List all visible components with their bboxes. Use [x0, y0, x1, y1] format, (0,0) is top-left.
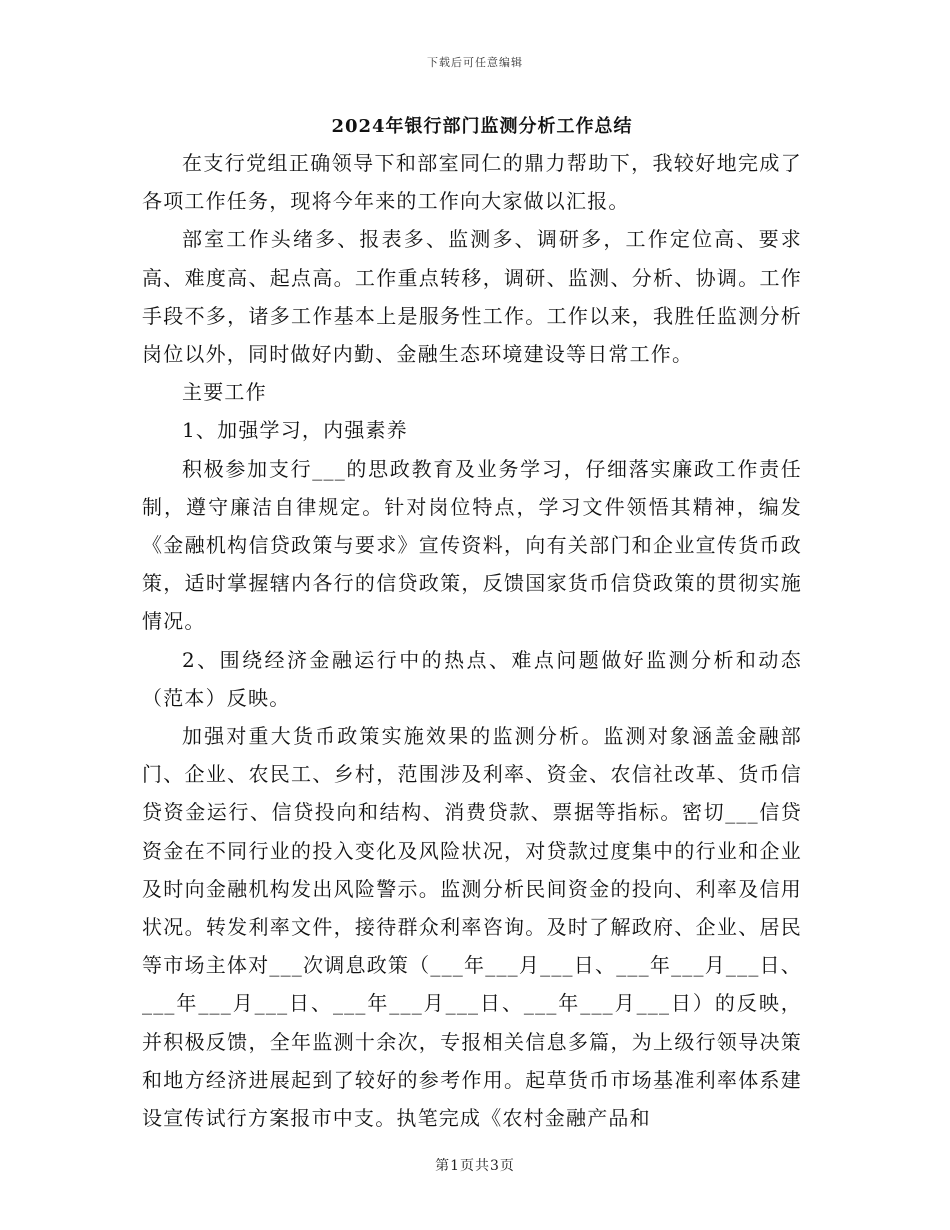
paragraph-intro: 在支行党组正确领导下和部室同仁的鼎力帮助下，我较好地完成了各项工作任务，现将今年来的工作向大家做以汇报。 [142, 151, 802, 214]
paragraph-study: 积极参加支行___的思政教育及业务学习，仔细落实廉政工作责任制，遵守廉洁自律规定。针对岗位特点，学习文件领悟其精神，编发《金融机构信贷政策与要求》宣传资料，向有关部门和企业宣传货币政策，适时掌握辖内各行的信贷政策，反馈国家货币信贷政策的贯彻实施情况。 [142, 456, 802, 634]
section-heading-monitoring: 2、围绕经济金融运行中的热点、难点问题做好监测分析和动态（范本）反映。 [142, 647, 802, 710]
document-body [142, 110, 802, 1137]
section-heading-study: 1、加强学习，内强素养 [182, 418, 408, 443]
document-title: 2024年银行部门监测分析工作总结 [331, 116, 633, 137]
paragraph-department-work: 部室工作头绪多、报表多、监测多、调研多，工作定位高、要求高、难度高、起点高。工作重点转移，调研、监测、分析、协调。工作手段不多，诸多工作基本上是服务性工作。工作以来，我胜任监测分析岗位以外，同时做好内勤、金融生态环境建设等日常工作。 [142, 227, 802, 367]
page-number: 第1页共3页 [435, 1158, 515, 1174]
section-heading-main-work: 主要工作 [182, 380, 267, 405]
page-header-note: 下载后可任意编辑 [427, 56, 523, 69]
paragraph-monitoring: 加强对重大货币政策实施效果的监测分析。监测对象涵盖金融部门、企业、农民工、乡村，范围涉及利率、资金、农信社改革、货币信贷资金运行、信贷投向和结构、消费贷款、票据等指标。密切___信贷资金在不同行业的投入变化及风险状况，对贷款过度集中的行业和企业及时向金融机构发出风险警示。监测分析民间资金的投向、利率及信用状况。转发利率文件，接待群众利率咨询。及时了解政府、企业、居民等市场主体对___次调息政策（___年___月___日、___年___月___日、___年___月___日、___年___月___日、___年___月___日）的反映，并积极反馈，全年监测十余次，专报相关信息多篇，为上级行领导决策和地方经济进展起到了较好的参考作用。起草货币市场基准利率体系建设宣传试行方案报市中支。执笔完成《农村金融产品和 [142, 724, 802, 1131]
